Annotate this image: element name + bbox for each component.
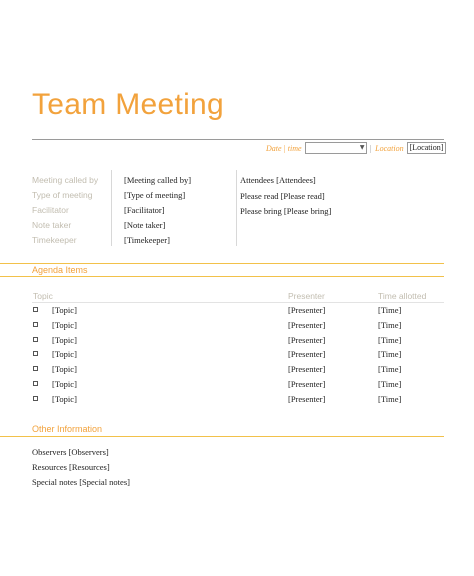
list-item: [0, 335, 474, 350]
presenter-field[interactable]: [Presenter]: [288, 378, 326, 389]
field-please-bring[interactable]: Please bring [Please bring]: [240, 206, 332, 216]
presenter-field[interactable]: [Presenter]: [288, 349, 326, 360]
topic-field[interactable]: [Topic]: [52, 393, 77, 404]
presenter-field[interactable]: [Presenter]: [288, 364, 326, 375]
list-item: [0, 349, 474, 364]
topic-field[interactable]: [Topic]: [52, 378, 77, 389]
agenda-list: [0, 305, 474, 409]
topic-field[interactable]: [Topic]: [52, 364, 77, 375]
field-type-of-meeting[interactable]: [Type of meeting]: [124, 190, 186, 200]
list-item: [0, 379, 474, 394]
column-header-topic: Topic: [33, 291, 53, 301]
checkbox[interactable]: [33, 351, 38, 356]
field-meeting-called-by[interactable]: [Meeting called by]: [124, 175, 192, 185]
time-field[interactable]: [Time]: [378, 378, 402, 389]
list-item: [0, 320, 474, 335]
date-time-label: Date | time: [266, 143, 302, 153]
field-timekeeper[interactable]: [Timekeeper]: [124, 235, 170, 245]
field-observers[interactable]: Observers [Observers]: [32, 447, 109, 457]
agenda-header-rule: [32, 302, 444, 303]
presenter-field[interactable]: [Presenter]: [288, 319, 326, 330]
checkbox[interactable]: [33, 307, 38, 312]
time-field[interactable]: [Time]: [378, 349, 402, 360]
presenter-field[interactable]: [Presenter]: [288, 334, 326, 345]
title-divider: [32, 139, 444, 140]
presenter-field[interactable]: [Presenter]: [288, 393, 326, 404]
label-meeting-called-by: Meeting called by: [32, 175, 99, 185]
separator: |: [369, 143, 372, 153]
time-field[interactable]: [Time]: [378, 393, 402, 404]
column-divider: [236, 170, 237, 246]
section-rule: [0, 263, 444, 264]
checkbox[interactable]: [33, 381, 38, 386]
checkbox[interactable]: [33, 366, 38, 371]
location-field[interactable]: [Location]: [407, 142, 447, 154]
topic-field[interactable]: [Topic]: [52, 319, 77, 330]
checkbox[interactable]: [33, 396, 38, 401]
field-facilitator[interactable]: [Facilitator]: [124, 205, 165, 215]
date-time-field[interactable]: [305, 142, 367, 154]
label-type-of-meeting: Type of meeting: [32, 190, 93, 200]
meeting-info-labels: [32, 174, 98, 249]
time-field[interactable]: [Time]: [378, 334, 402, 345]
topic-field[interactable]: [Topic]: [52, 305, 77, 315]
other-info-list: [32, 446, 130, 491]
field-resources[interactable]: Resources [Resources]: [32, 462, 110, 472]
column-header-presenter: Presenter: [288, 291, 325, 301]
date-location-row: [266, 141, 446, 155]
presenter-field[interactable]: [Presenter]: [288, 305, 326, 315]
checkbox[interactable]: [33, 337, 38, 342]
location-label: Location: [375, 143, 404, 153]
field-note-taker[interactable]: [Note taker]: [124, 220, 166, 230]
attendee-info: [240, 174, 331, 221]
chevron-down-icon[interactable]: ▼: [359, 144, 365, 151]
field-attendees[interactable]: Attendees [Attendees]: [240, 175, 316, 185]
section-rule: [0, 436, 444, 437]
time-field[interactable]: [Time]: [378, 319, 402, 330]
label-facilitator: Facilitator: [32, 205, 69, 215]
list-item: [0, 394, 474, 409]
other-info-heading: Other Information: [32, 424, 103, 434]
list-item: [0, 364, 474, 379]
checkbox[interactable]: [33, 322, 38, 327]
page-title: Team Meeting: [32, 88, 225, 121]
field-please-read[interactable]: Please read [Please read]: [240, 190, 325, 201]
label-note-taker: Note taker: [32, 220, 72, 230]
column-header-time: Time allotted: [378, 291, 427, 301]
time-field[interactable]: [Time]: [378, 305, 402, 315]
field-special-notes[interactable]: Special notes [Special notes]: [32, 477, 130, 487]
agenda-heading: Agenda Items: [32, 265, 88, 275]
section-rule: [0, 276, 444, 277]
label-timekeeper: Timekeeper: [32, 235, 77, 245]
meeting-info-values: [124, 174, 191, 249]
list-item: [0, 305, 474, 320]
column-divider: [111, 170, 112, 246]
topic-field[interactable]: [Topic]: [52, 349, 77, 360]
time-field[interactable]: [Time]: [378, 364, 402, 375]
topic-field[interactable]: [Topic]: [52, 334, 77, 345]
